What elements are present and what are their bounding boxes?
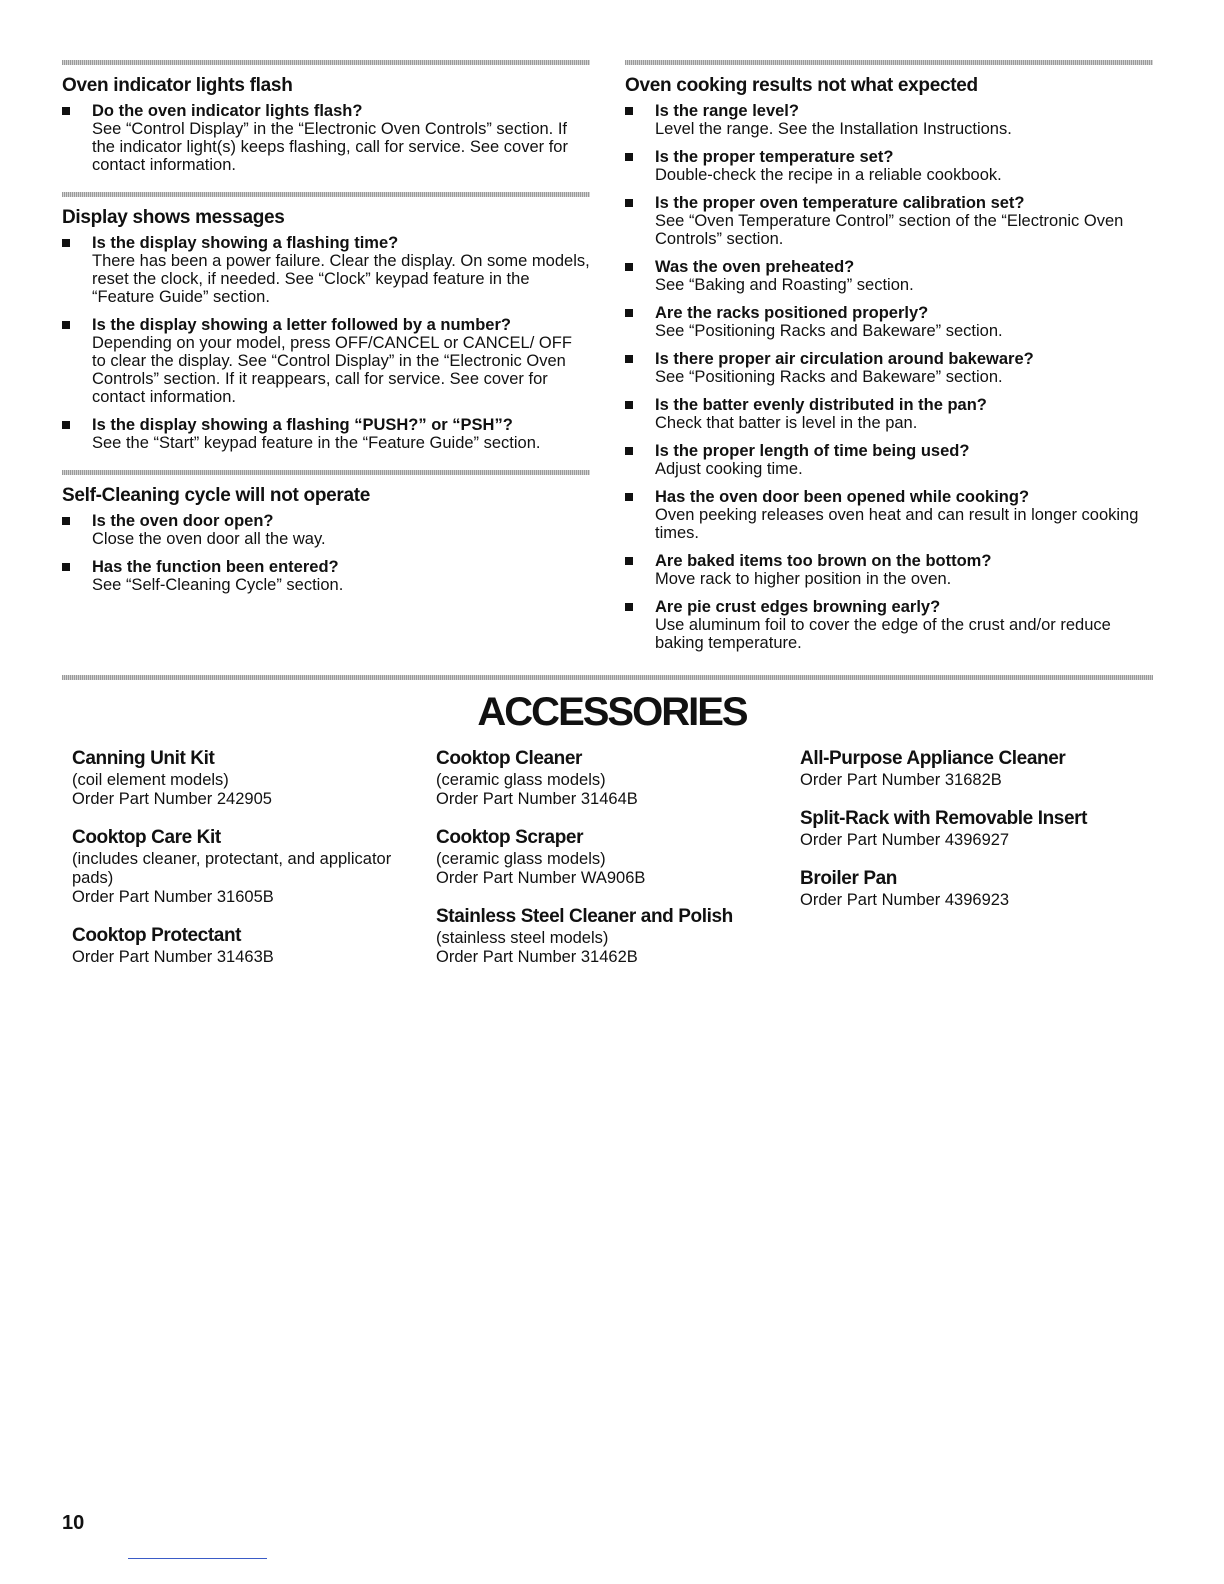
accessory-part-number: Order Part Number 4396927 [800,831,1010,849]
question: Is the proper oven temperature calibration set? [655,194,1025,212]
answer: See “Baking and Roasting” section. [655,276,914,294]
accessory-name: Split-Rack with Removable Insert [800,808,1088,829]
accessory-part-number: Order Part Number WA906B [436,869,646,887]
answer: Move rack to higher position in the oven. [655,570,952,588]
answer: See “Control Display” in the “Electronic Oven Controls” section. If the indicator light(s) keeps flashing, call for service. See cover for contact information. [92,120,568,174]
list-item [625,350,1153,386]
accessory-item [436,748,776,809]
square-bullet-icon [625,401,633,409]
square-bullet-icon [625,199,633,207]
section-title: Oven indicator lights flash [62,75,293,96]
answer: See the “Start” keypad feature in the “Feature Guide” section. [92,434,541,452]
question: Are baked items too brown on the bottom? [655,552,992,570]
square-bullet-icon [625,107,633,115]
list-item [625,488,1153,542]
right-column [625,60,1153,670]
question: Is the proper length of time being used? [655,442,970,460]
section-title: Oven cooking results not what expected [625,75,978,96]
list-item [625,304,1153,340]
square-bullet-icon [625,263,633,271]
question: Has the oven door been opened while cooking? [655,488,1030,506]
answer: There has been a power failure. Clear the display. On some models, reset the clock, if needed. See “Clock” keypad feature in the “Feature Guide” section. [92,252,590,306]
question: Is the oven door open? [92,512,274,530]
accessory-part-number: Order Part Number 31605B [72,888,274,906]
accessory-part-number: Order Part Number 31682B [800,771,1002,789]
list-item [62,512,590,548]
answer: Level the range. See the Installation Instructions. [655,120,1012,138]
section-divider [62,470,590,475]
question: Is the range level? [655,102,799,120]
question: Do the oven indicator lights flash? [92,102,363,120]
list-item [62,102,590,174]
answer: See “Positioning Racks and Bakeware” section. [655,368,1003,386]
list-item [625,552,1153,588]
question: Is the batter evenly distributed in the pan? [655,396,987,414]
accessory-part-number: Order Part Number 31463B [72,948,274,966]
accessory-item [436,906,776,967]
accessory-name: Cooktop Scraper [436,827,584,848]
answer: See “Positioning Racks and Bakeware” section. [655,322,1003,340]
square-bullet-icon [625,153,633,161]
accessory-part-number: Order Part Number 31464B [436,790,638,808]
accessory-item [800,808,1140,850]
section-self-cleaning [62,470,590,594]
accessories-divider [62,675,1153,680]
answer: Use aluminum foil to cover the edge of the crust and/or reduce baking temperature. [655,616,1111,652]
section-indicator-lights [62,60,590,174]
answer: Oven peeking releases oven heat and can result in longer cooking times. [655,506,1139,542]
list-item [625,598,1153,652]
list-item [625,194,1153,248]
list-item [625,396,1153,432]
answer: See “Oven Temperature Control” section of the “Electronic Oven Controls” section. [655,212,1124,248]
accessory-name: Broiler Pan [800,868,897,889]
list-item [62,316,590,406]
list-item [62,234,590,306]
question: Has the function been entered? [92,558,339,576]
accessory-item [800,868,1140,910]
accessory-name: Stainless Steel Cleaner and Polish [436,906,733,927]
accessory-item [800,748,1140,790]
accessory-part-number: Order Part Number 242905 [72,790,272,808]
section-display-messages [62,192,590,452]
square-bullet-icon [625,603,633,611]
accessories-column-1 [72,748,412,985]
accessory-name: Cooktop Care Kit [72,827,221,848]
accessory-note: (ceramic glass models) [436,771,606,789]
accessory-note: (coil element models) [72,771,229,789]
answer: Depending on your model, press OFF/CANCEL or CANCEL/ OFF to clear the display. See “Control Display” in the “Electronic Oven Controls” section. If it reappears, call for service. See cover for contact information. [92,334,572,406]
section-divider [62,60,590,65]
square-bullet-icon [62,563,70,571]
question: Is the display showing a flashing “PUSH?” or “PSH”? [92,416,513,434]
answer: Double-check the recipe in a reliable cookbook. [655,166,1002,184]
square-bullet-icon [625,309,633,317]
accessories-column-2 [436,748,776,985]
accessories-column-3 [800,748,1140,928]
answer: Adjust cooking time. [655,460,803,478]
accessory-item [72,827,412,907]
list-item [625,102,1153,138]
question: Is the display showing a letter followed by a number? [92,316,511,334]
question: Are the racks positioned properly? [655,304,929,322]
question: Is the display showing a flashing time? [92,234,399,252]
square-bullet-icon [62,239,70,247]
square-bullet-icon [62,107,70,115]
answer: Close the oven door all the way. [92,530,326,548]
answer: Check that batter is level in the pan. [655,414,918,432]
question: Was the oven preheated? [655,258,855,276]
list-item [625,258,1153,294]
question: Are pie crust edges browning early? [655,598,941,616]
section-divider [62,192,590,197]
square-bullet-icon [62,321,70,329]
accessory-note: (includes cleaner, protectant, and applicator pads) [72,850,392,887]
accessory-name: Cooktop Protectant [72,925,242,946]
accessory-name: Canning Unit Kit [72,748,215,769]
square-bullet-icon [625,493,633,501]
accessory-note: (stainless steel models) [436,929,609,947]
section-cooking-results [625,60,1153,652]
accessory-part-number: Order Part Number 31462B [436,948,638,966]
list-item [625,148,1153,184]
accessory-name: Cooktop Cleaner [436,748,583,769]
section-title: Self-Cleaning cycle will not operate [62,485,371,506]
square-bullet-icon [625,447,633,455]
list-item [625,442,1153,478]
accessory-note: (ceramic glass models) [436,850,606,868]
square-bullet-icon [62,517,70,525]
accessory-item [436,827,776,888]
left-column [62,60,590,612]
list-item [62,416,590,452]
list-item [62,558,590,594]
square-bullet-icon [625,355,633,363]
square-bullet-icon [62,421,70,429]
accessory-item [72,748,412,809]
accessory-name: All-Purpose Appliance Cleaner [800,748,1066,769]
page-number: 10 [62,1512,85,1534]
question: Is there proper air circulation around bakeware? [655,350,1034,368]
square-bullet-icon [625,557,633,565]
question: Is the proper temperature set? [655,148,894,166]
answer: See “Self-Cleaning Cycle” section. [92,576,344,594]
accessory-item [72,925,412,967]
footer-rule [128,1558,267,1559]
accessories-title: ACCESSORIES [477,690,747,734]
section-title: Display shows messages [62,207,285,228]
section-divider [625,60,1153,65]
accessory-part-number: Order Part Number 4396923 [800,891,1010,909]
